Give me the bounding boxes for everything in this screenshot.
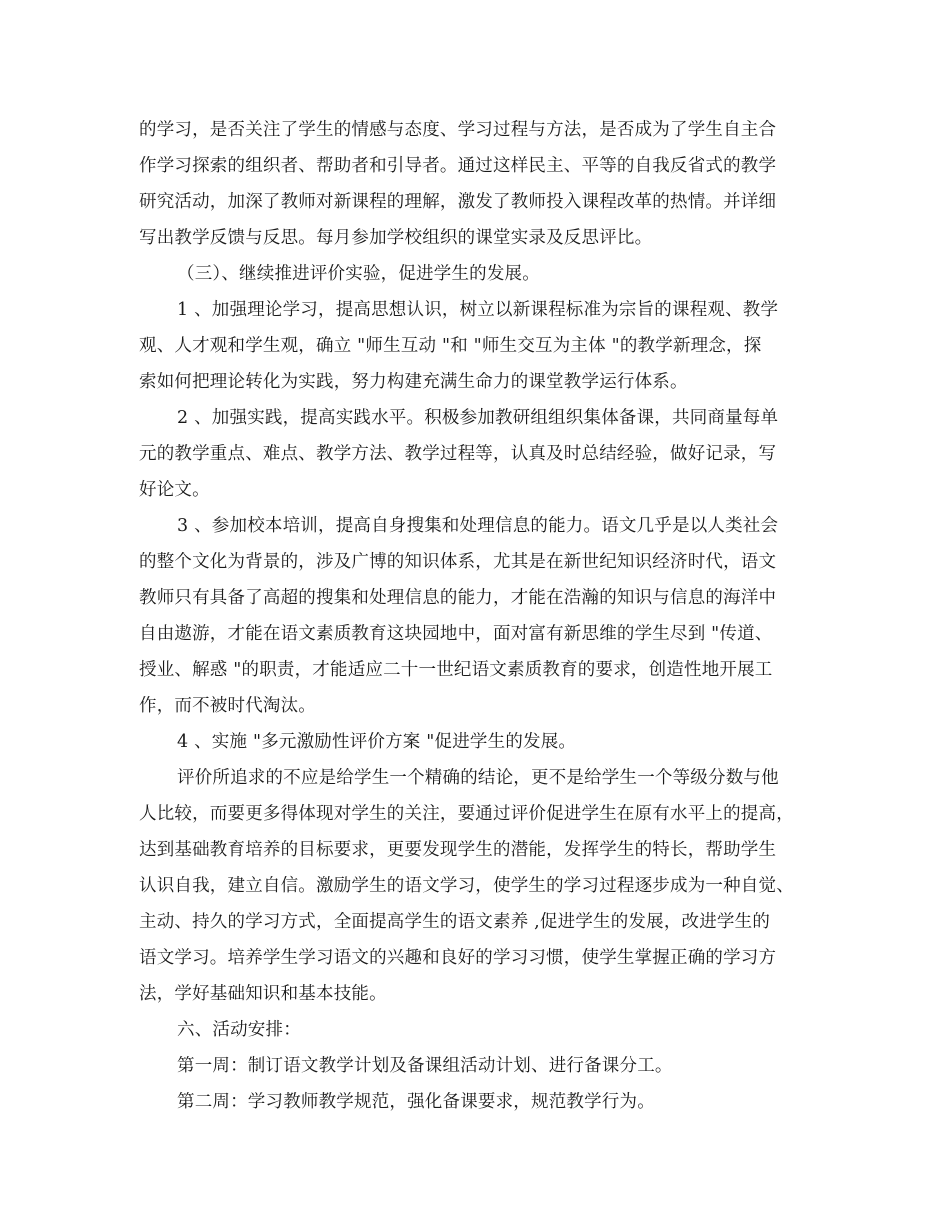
paragraph-line: 作学习探索的组织者、帮助者和引导者。通过这样民主、平等的自我反省式的教学 xyxy=(139,156,777,176)
paragraph-line: 1 、加强理论学习，提高思想认识，树立以新课程标准为宗旨的课程观、教学 xyxy=(177,300,779,320)
paragraph-line: 2 、加强实践，提高实践水平。积极参加教研组组织集体备课，共同商量每单 xyxy=(177,408,779,428)
paragraph-line: 写出教学反馈与反思。每月参加学校组织的课堂实录及反思评比。 xyxy=(139,228,653,248)
paragraph-line: 授业、解惑 "的职责，才能适应二十一世纪语文素质教育的要求，创造性地开展工 xyxy=(139,660,773,680)
paragraph-line: 元的教学重点、难点、教学方法、教学过程等，认真及时总结经验，做好记录，写 xyxy=(139,444,777,464)
schedule-item: 第二周：学习教师教学规范，强化备课要求，规范教学行为。 xyxy=(177,1092,655,1112)
section-heading: （三）、继续推进评价实验，促进学生的发展。 xyxy=(177,264,540,284)
paragraph-line: 评价所追求的不应是给学生一个精确的结论，更不是给学生一个等级分数与他 xyxy=(177,768,779,788)
paragraph-line: 3 、参加校本培训，提高自身搜集和处理信息的能力。语文几乎是以人类社会 xyxy=(177,516,779,536)
paragraph-line: 的整个文化为背景的，涉及广博的知识体系，尤其是在新世纪知识经济时代，语文 xyxy=(139,552,777,572)
paragraph-line: 作，而不被时代淘汰。 xyxy=(139,696,316,716)
paragraph-line: 教师只有具备了高超的搜集和处理信息的能力，才能在浩瀚的知识与信息的海洋中 xyxy=(139,588,777,608)
paragraph-line: 研究活动，加深了教师对新课程的理解，激发了教师投入课程改革的热情。并详细 xyxy=(139,192,777,212)
paragraph-line: 观、人才观和学生观，确立 "师生互动 "和 "师生交互为主体 "的教学新理念，探 xyxy=(139,336,762,356)
paragraph-line: 认识自我，建立自信。激励学生的语文学习，使学生的学习过程逐步成为一种自觉、 xyxy=(139,876,794,896)
paragraph-line: 好论文。 xyxy=(139,480,210,500)
schedule-item: 第一周：制订语文教学计划及备课组活动计划、进行备课分工。 xyxy=(177,1056,673,1076)
paragraph-line: 法，学好基础知识和基本技能。 xyxy=(139,984,387,1004)
paragraph-line: 索如何把理论转化为实践，努力构建充满生命力的课堂教学运行体系。 xyxy=(139,372,688,392)
paragraph-line: 人比较，而要更多得体现对学生的关注，要通过评价促进学生在原有水平上的提高， xyxy=(139,804,794,824)
paragraph-line: 的学习，是否关注了学生的情感与态度、学习过程与方法，是否成为了学生自主合 xyxy=(139,120,777,140)
paragraph-line: 4 、实施 "多元激励性评价方案 "促进学生的发展。 xyxy=(177,732,577,752)
paragraph-line: 自由遨游，才能在语文素质教育这块园地中，面对富有新思维的学生尽到 "传道、 xyxy=(139,624,773,644)
paragraph-line: 达到基础教育培养的目标要求，更要发现学生的潜能，发挥学生的特长，帮助学生 xyxy=(139,840,777,860)
paragraph-line: 语文学习。培养学生学习语文的兴趣和良好的学习习惯，使学生掌握正确的学习方 xyxy=(139,948,777,968)
paragraph-line: 主动、持久的学习方式，全面提高学生的语文素养 ,促进学生的发展，改进学生的 xyxy=(139,912,771,932)
section-heading: 六、活动安排： xyxy=(177,1020,301,1040)
